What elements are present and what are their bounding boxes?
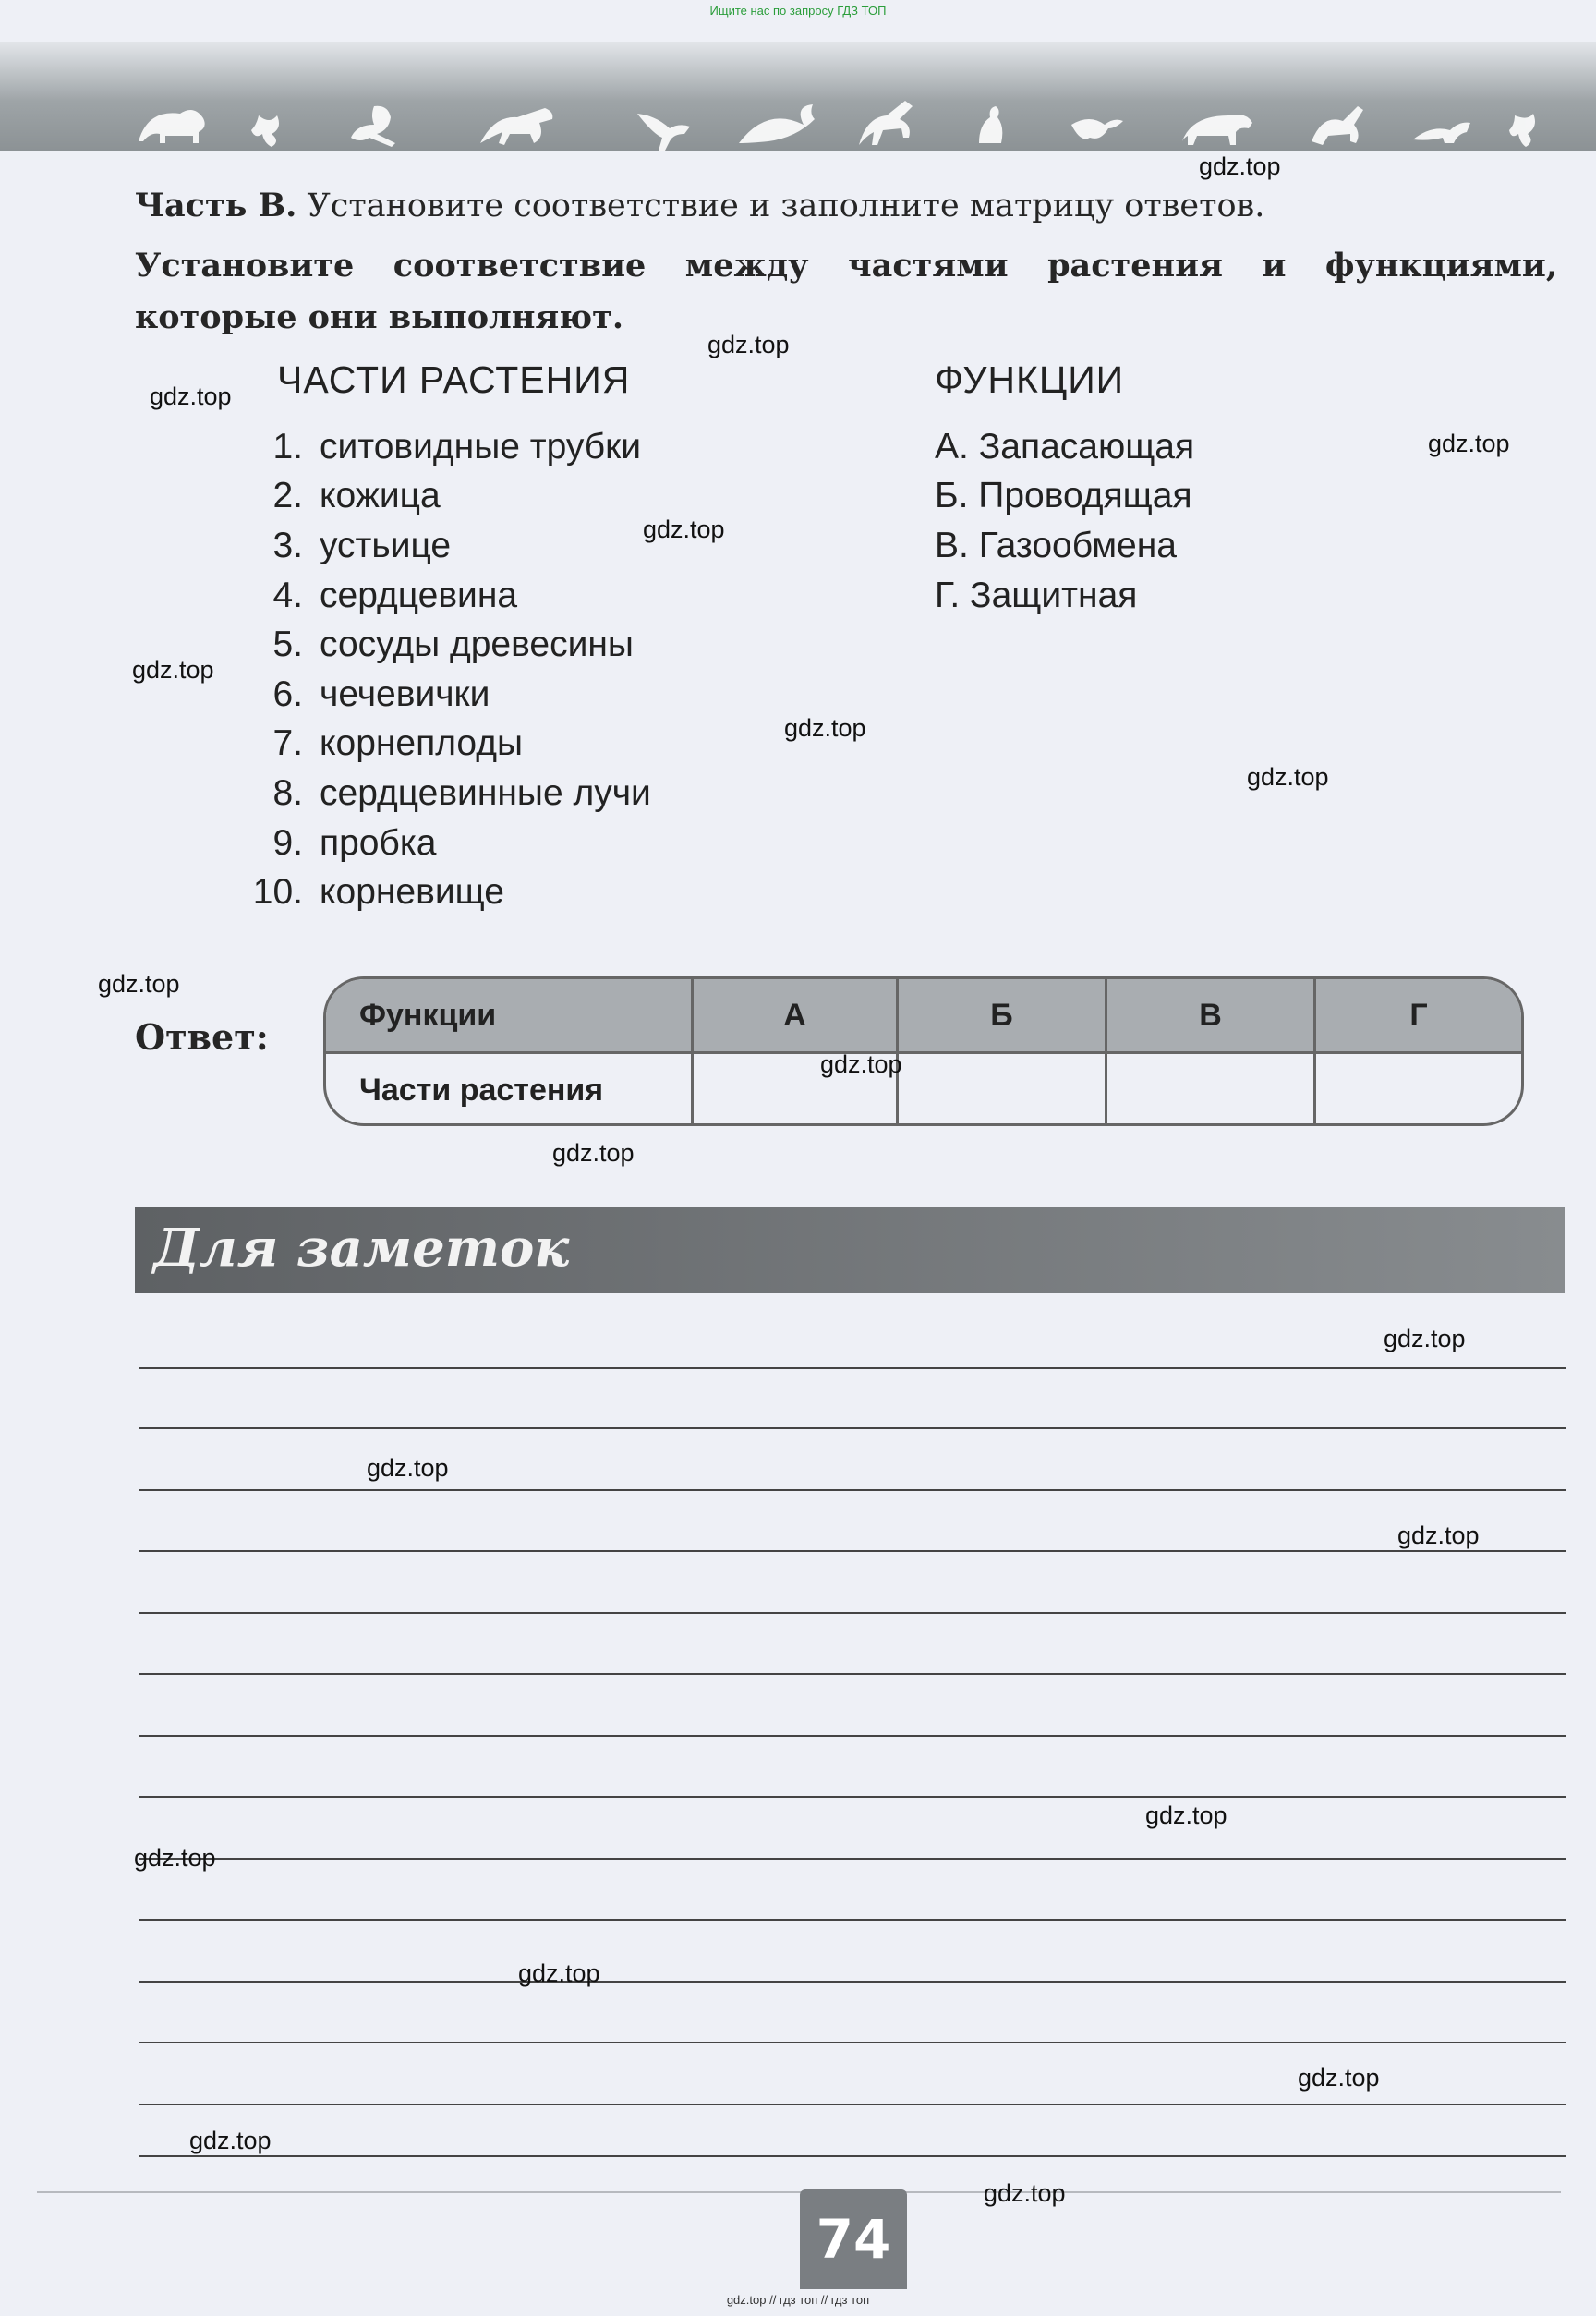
function-item [935,576,1137,616]
instruction-line-2: которые они выполняют. [135,298,624,336]
watermark: gdz.top [1384,1325,1466,1352]
function-letter: Б. [935,476,969,515]
watermark: gdz.top [367,1454,449,1482]
function-item [935,526,1177,566]
plant-part-text: пробка [320,823,437,863]
plant-part-text: корневище [320,872,504,912]
watermark: gdz.top [552,1139,635,1167]
watermark: gdz.top [150,382,232,410]
plant-part-item [255,624,634,665]
watermark: gdz.top [820,1050,902,1078]
notes-line[interactable] [139,1858,1566,1860]
function-letter: А. [935,427,969,467]
plant-part-item [255,723,523,764]
watermark: gdz.top [643,515,725,543]
plant-part-text: ситовидные трубки [320,427,641,467]
plant-part-item [255,476,441,516]
plant-part-item [255,576,517,616]
notes-line[interactable] [139,1612,1566,1614]
footer-note: gdz.top // гдз топ // гдз топ [726,2293,870,2307]
notes-line[interactable] [139,1550,1566,1552]
function-item [935,427,1194,467]
plant-part-text: корнеплоды [320,723,524,763]
watermark: gdz.top [707,331,790,358]
watermark: gdz.top [1428,430,1510,457]
watermark: gdz.top [1397,1522,1480,1549]
part-heading-rest: Установите соответствие и заполните матрицу ответов. [296,188,1265,224]
watermark: gdz.top [1145,1801,1227,1829]
notes-title: Для заметок [153,1218,570,1279]
notes-line[interactable] [139,1735,1566,1737]
plant-part-text: чечевички [320,674,490,714]
plant-part-item [255,674,490,715]
page-number-badge [800,2189,907,2289]
answer-letter-a: А [694,979,899,1051]
watermark: gdz.top [134,1844,216,1872]
header-banner [0,42,1596,151]
notes-banner [135,1207,1565,1293]
function-letter: В. [935,526,969,565]
plant-part-text: кожица [320,476,441,515]
answer-header-row [326,979,1521,1051]
watermark: gdz.top [98,970,180,998]
plant-part-text: сосуды древесины [320,624,634,664]
plant-part-number: 3. [272,526,303,565]
function-text: Защитная [970,576,1138,615]
notes-line[interactable] [139,1796,1566,1798]
answer-letter-g: Г [1409,997,1428,1033]
answer-cell-g[interactable] [1316,1054,1521,1126]
instruction-line-1: Установите соответствие между частями растения и функциями, [135,247,1557,285]
notes-line[interactable] [139,1981,1566,1983]
watermark: gdz.top [1247,763,1329,791]
part-heading-bold: Часть В. [135,187,297,224]
notes-line[interactable] [139,1919,1566,1921]
answer-cell-b[interactable] [899,1054,1107,1126]
answer-letter-v: В [1107,979,1316,1051]
notes-line[interactable] [139,1489,1566,1491]
plant-part-number: 4. [272,576,303,615]
notes-line[interactable] [139,2104,1566,2105]
answer-cell-v[interactable] [1107,1054,1316,1126]
footer-divider [37,2191,1561,2193]
part-heading [135,180,1557,232]
notes-line[interactable] [139,2155,1566,2157]
notes-line[interactable] [139,1427,1566,1429]
plant-part-number: 6. [272,674,303,714]
parts-header: ЧАСТИ РАСТЕНИЯ [277,358,631,401]
page-number: 74 [816,2208,891,2271]
watermark: gdz.top [984,2179,1066,2207]
plant-part-item [255,773,651,814]
plant-part-item [255,427,641,467]
notes-line[interactable] [139,2042,1566,2043]
notes-line[interactable] [139,1367,1566,1369]
functions-header: ФУНКЦИИ [935,358,1125,401]
watermark: gdz.top [518,1959,600,1987]
plant-part-number: 5. [272,624,303,664]
notes-line[interactable] [139,1673,1566,1675]
plant-part-number: 10. [252,872,303,912]
plant-part-text: сердцевина [320,576,518,615]
plant-part-number: 1. [272,427,303,467]
parts-row-label: Части растения [326,1054,694,1126]
plant-part-number: 8. [272,773,303,813]
watermark: gdz.top [1199,152,1281,180]
plant-part-item [255,823,436,864]
plant-part-number: 9. [272,823,303,863]
function-item [935,476,1192,516]
watermark: gdz.top [1298,2064,1380,2092]
answer-label: Ответ: [135,1016,269,1058]
plant-part-item [255,526,451,566]
watermark: gdz.top [132,656,214,684]
function-text: Проводящая [978,476,1192,515]
answer-letter-b: Б [899,979,1107,1051]
top-note: Ищите нас по запросу ГДЗ ТОП [709,4,887,18]
functions-row-label: Функции [326,979,694,1051]
answer-matrix [323,976,1524,1126]
function-text: Газообмена [978,526,1177,565]
plant-part-item [244,872,504,913]
animal-silhouettes-icon [0,42,1596,151]
function-letter: Г. [935,576,961,615]
answer-input-row [326,1051,1521,1126]
plant-part-number: 2. [272,476,303,515]
plant-part-text: сердцевинные лучи [320,773,651,813]
watermark: gdz.top [784,714,866,742]
function-text: Запасающая [978,427,1195,467]
watermark: gdz.top [189,2127,272,2154]
plant-part-number: 7. [272,723,303,763]
plant-part-text: устьице [320,526,452,565]
